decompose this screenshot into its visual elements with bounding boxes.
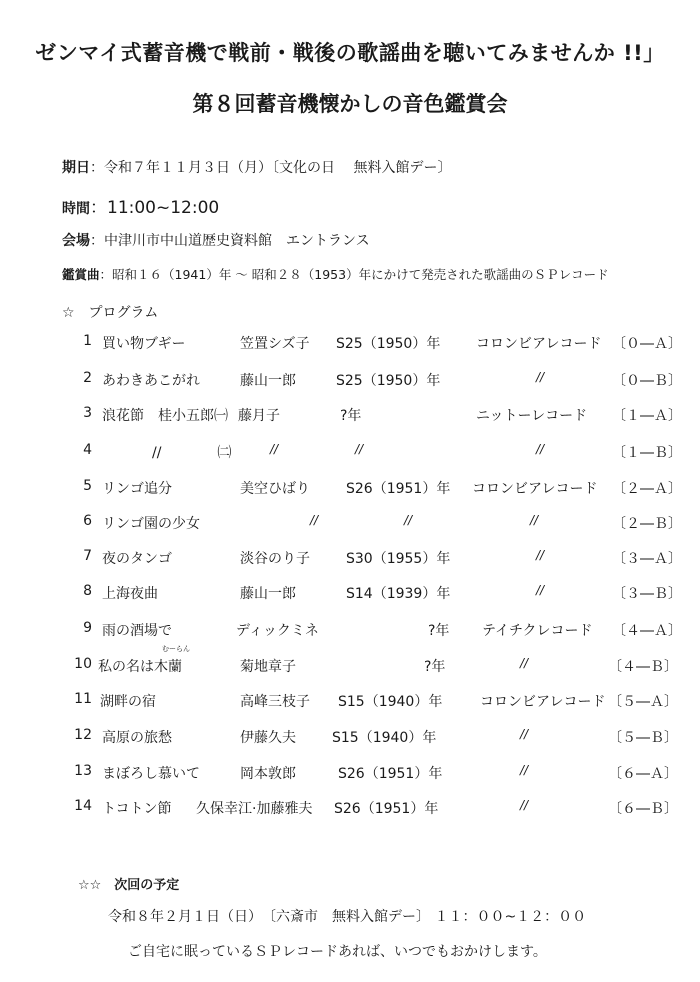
program-artist: 藤山一郎 xyxy=(240,373,296,389)
program-label: テイチクレコード xyxy=(482,623,593,639)
program-no: 1 xyxy=(83,333,92,349)
program-label: // xyxy=(536,583,545,597)
program-side: 〔５―Ａ〕 xyxy=(608,694,678,710)
program-no: 11 xyxy=(74,691,92,707)
program-title: 夜のタンゴ xyxy=(102,551,172,567)
program-year: S30（1955）年 xyxy=(346,551,451,567)
info-venue xyxy=(62,230,370,250)
program-label: ニットーレコード xyxy=(476,408,588,424)
title-line-1: ゼンマイ式蓄音機で戦前・戦後の歌謡曲を聴いてみませんか !!」 xyxy=(35,41,665,65)
program-side: 〔５―Ｂ〕 xyxy=(608,730,678,746)
program-side: 〔４―Ｂ〕 xyxy=(608,659,678,675)
info-date-label: 期日 xyxy=(62,160,90,176)
program-no: 13 xyxy=(74,763,92,779)
program-row xyxy=(0,763,700,785)
program-side: 〔０―Ｂ〕 xyxy=(612,373,682,389)
program-artist: 美空ひばり xyxy=(240,481,310,497)
program-no: 2 xyxy=(83,370,92,386)
program-label: // xyxy=(520,727,529,741)
info-time-value: ：11:00~12:00 xyxy=(90,198,220,218)
program-title: まぼろし慕いて xyxy=(102,766,200,782)
program-label: コロンビアレコード xyxy=(480,694,606,710)
program-year: ?年 xyxy=(424,659,446,675)
next-heading: ☆☆ 次回の予定 xyxy=(78,878,180,893)
program-no: 7 xyxy=(83,548,92,564)
program-row xyxy=(0,513,700,535)
program-side: 〔４―Ａ〕 xyxy=(612,623,682,639)
info-time-label: 時間 xyxy=(62,201,90,217)
program-no: 8 xyxy=(83,583,92,599)
program-label: コロンビアレコード xyxy=(476,336,602,352)
program-side: 〔３―Ｂ〕 xyxy=(612,586,682,602)
program-year: // xyxy=(404,513,413,527)
program-row xyxy=(0,405,700,427)
program-row xyxy=(0,620,700,642)
program-artist: 藤山一郎 xyxy=(240,586,296,602)
info-songs-label: 鑑賞曲 xyxy=(62,267,100,282)
next-note: ご自宅に眠っているＳＰレコードあれば、いつでもおかけします。 xyxy=(128,944,547,960)
program-row xyxy=(0,478,700,500)
program-row xyxy=(0,727,700,749)
program-year: ?年 xyxy=(428,623,450,639)
program-title: あわきあこがれ xyxy=(102,373,200,389)
program-title: 湖畔の宿 xyxy=(100,694,156,710)
program-title: 買い物ブギー xyxy=(102,336,186,352)
program-heading: ☆ プログラム xyxy=(62,305,159,321)
program-side: 〔２―Ｂ〕 xyxy=(612,516,682,532)
program-label: // xyxy=(536,442,545,456)
program-label: // xyxy=(536,548,545,562)
info-venue-value: ：中津川市中山道歴史資料館 エントランス xyxy=(90,233,370,249)
program-title: トコトン節 xyxy=(102,801,172,817)
program-artist: 藤月子 xyxy=(238,408,280,424)
program-artist: 伊藤久夫 xyxy=(240,730,296,746)
program-artist: 淡谷のり子 xyxy=(240,551,310,567)
program-side: 〔６―Ｂ〕 xyxy=(608,801,678,817)
program-year: S25（1950）年 xyxy=(336,336,441,352)
program-title: 雨の酒場で xyxy=(102,623,172,639)
program-title: // ㈡ xyxy=(152,445,232,461)
program-artist: 岡本敦郎 xyxy=(240,766,296,782)
program-no: 3 xyxy=(83,405,92,421)
program-no: 5 xyxy=(83,478,92,494)
program-year: S25（1950）年 xyxy=(336,373,441,389)
program-side: 〔０―Ａ〕 xyxy=(612,336,682,352)
ruby-mokuran: むーらん xyxy=(162,645,190,653)
info-time xyxy=(62,193,219,218)
program-no: 12 xyxy=(74,727,92,743)
program-label: コロンビアレコード xyxy=(472,481,598,497)
info-venue-label: 会場 xyxy=(62,233,90,249)
program-artist: 高峰三枝子 xyxy=(240,694,310,710)
program-side: 〔２―Ａ〕 xyxy=(612,481,682,497)
program-title: リンゴ追分 xyxy=(102,481,172,497)
program-artist: ディックミネ xyxy=(236,623,319,639)
program-no: 9 xyxy=(83,620,92,636)
program-row xyxy=(0,656,700,678)
program-title: 高原の旅愁 xyxy=(102,730,172,746)
program-side: 〔１―Ａ〕 xyxy=(612,408,682,424)
program-no: 10 xyxy=(74,656,92,672)
program-row xyxy=(0,583,700,605)
info-songs-value: ：昭和１６（1941）年 ～ 昭和２８（1953）年にかけて発売された歌謡曲のＳＰレコード xyxy=(99,267,609,282)
program-title: 上海夜曲 xyxy=(102,586,158,602)
program-label: // xyxy=(520,656,529,670)
program-artist: // xyxy=(310,513,319,527)
program-row xyxy=(0,442,700,464)
program-no: 14 xyxy=(74,798,92,814)
program-artist: 久保幸江·加藤雅夫 xyxy=(196,801,313,817)
program-artist: // xyxy=(270,442,279,456)
title-line-2: 第８回蓄音機懐かしの音色鑑賞会 xyxy=(192,92,508,116)
program-artist: 菊地章子 xyxy=(240,659,296,675)
program-year: S26（1951）年 xyxy=(338,766,443,782)
program-title: リンゴ園の少女 xyxy=(102,516,200,532)
program-label: // xyxy=(520,763,529,777)
program-year: S26（1951）年 xyxy=(346,481,451,497)
info-songs xyxy=(62,265,609,283)
program-no: 4 xyxy=(83,442,92,458)
info-date xyxy=(62,157,451,177)
program-row xyxy=(0,333,700,355)
program-no: 6 xyxy=(83,513,92,529)
program-year: S14（1939）年 xyxy=(346,586,451,602)
next-date: 令和８年２月１日（日） 〔六斎市 無料入館デー〕 １１：００~１２：００ xyxy=(108,909,587,925)
program-side: 〔６―Ａ〕 xyxy=(608,766,678,782)
program-side: 〔１―Ｂ〕 xyxy=(612,445,682,461)
program-row xyxy=(0,691,700,713)
program-year: S26（1951）年 xyxy=(334,801,439,817)
program-year: S15（1940）年 xyxy=(338,694,443,710)
program-label: // xyxy=(520,798,529,812)
program-year: S15（1940）年 xyxy=(332,730,437,746)
program-label: // xyxy=(530,513,539,527)
program-title: 浪花節 桂小五郎㈠ xyxy=(102,408,228,424)
program-year: ?年 xyxy=(340,408,362,424)
info-date-value: ：令和７年１１月３日（月）〔文化の日 無料入館デー〕 xyxy=(90,160,452,176)
program-year: // xyxy=(355,442,364,456)
program-side: 〔３―Ａ〕 xyxy=(612,551,682,567)
program-label: // xyxy=(536,370,545,384)
program-artist: 笠置シズ子 xyxy=(240,336,310,352)
program-row xyxy=(0,370,700,392)
program-row xyxy=(0,548,700,570)
program-title: 私の名は木蘭 xyxy=(98,659,182,675)
program-row xyxy=(0,798,700,820)
